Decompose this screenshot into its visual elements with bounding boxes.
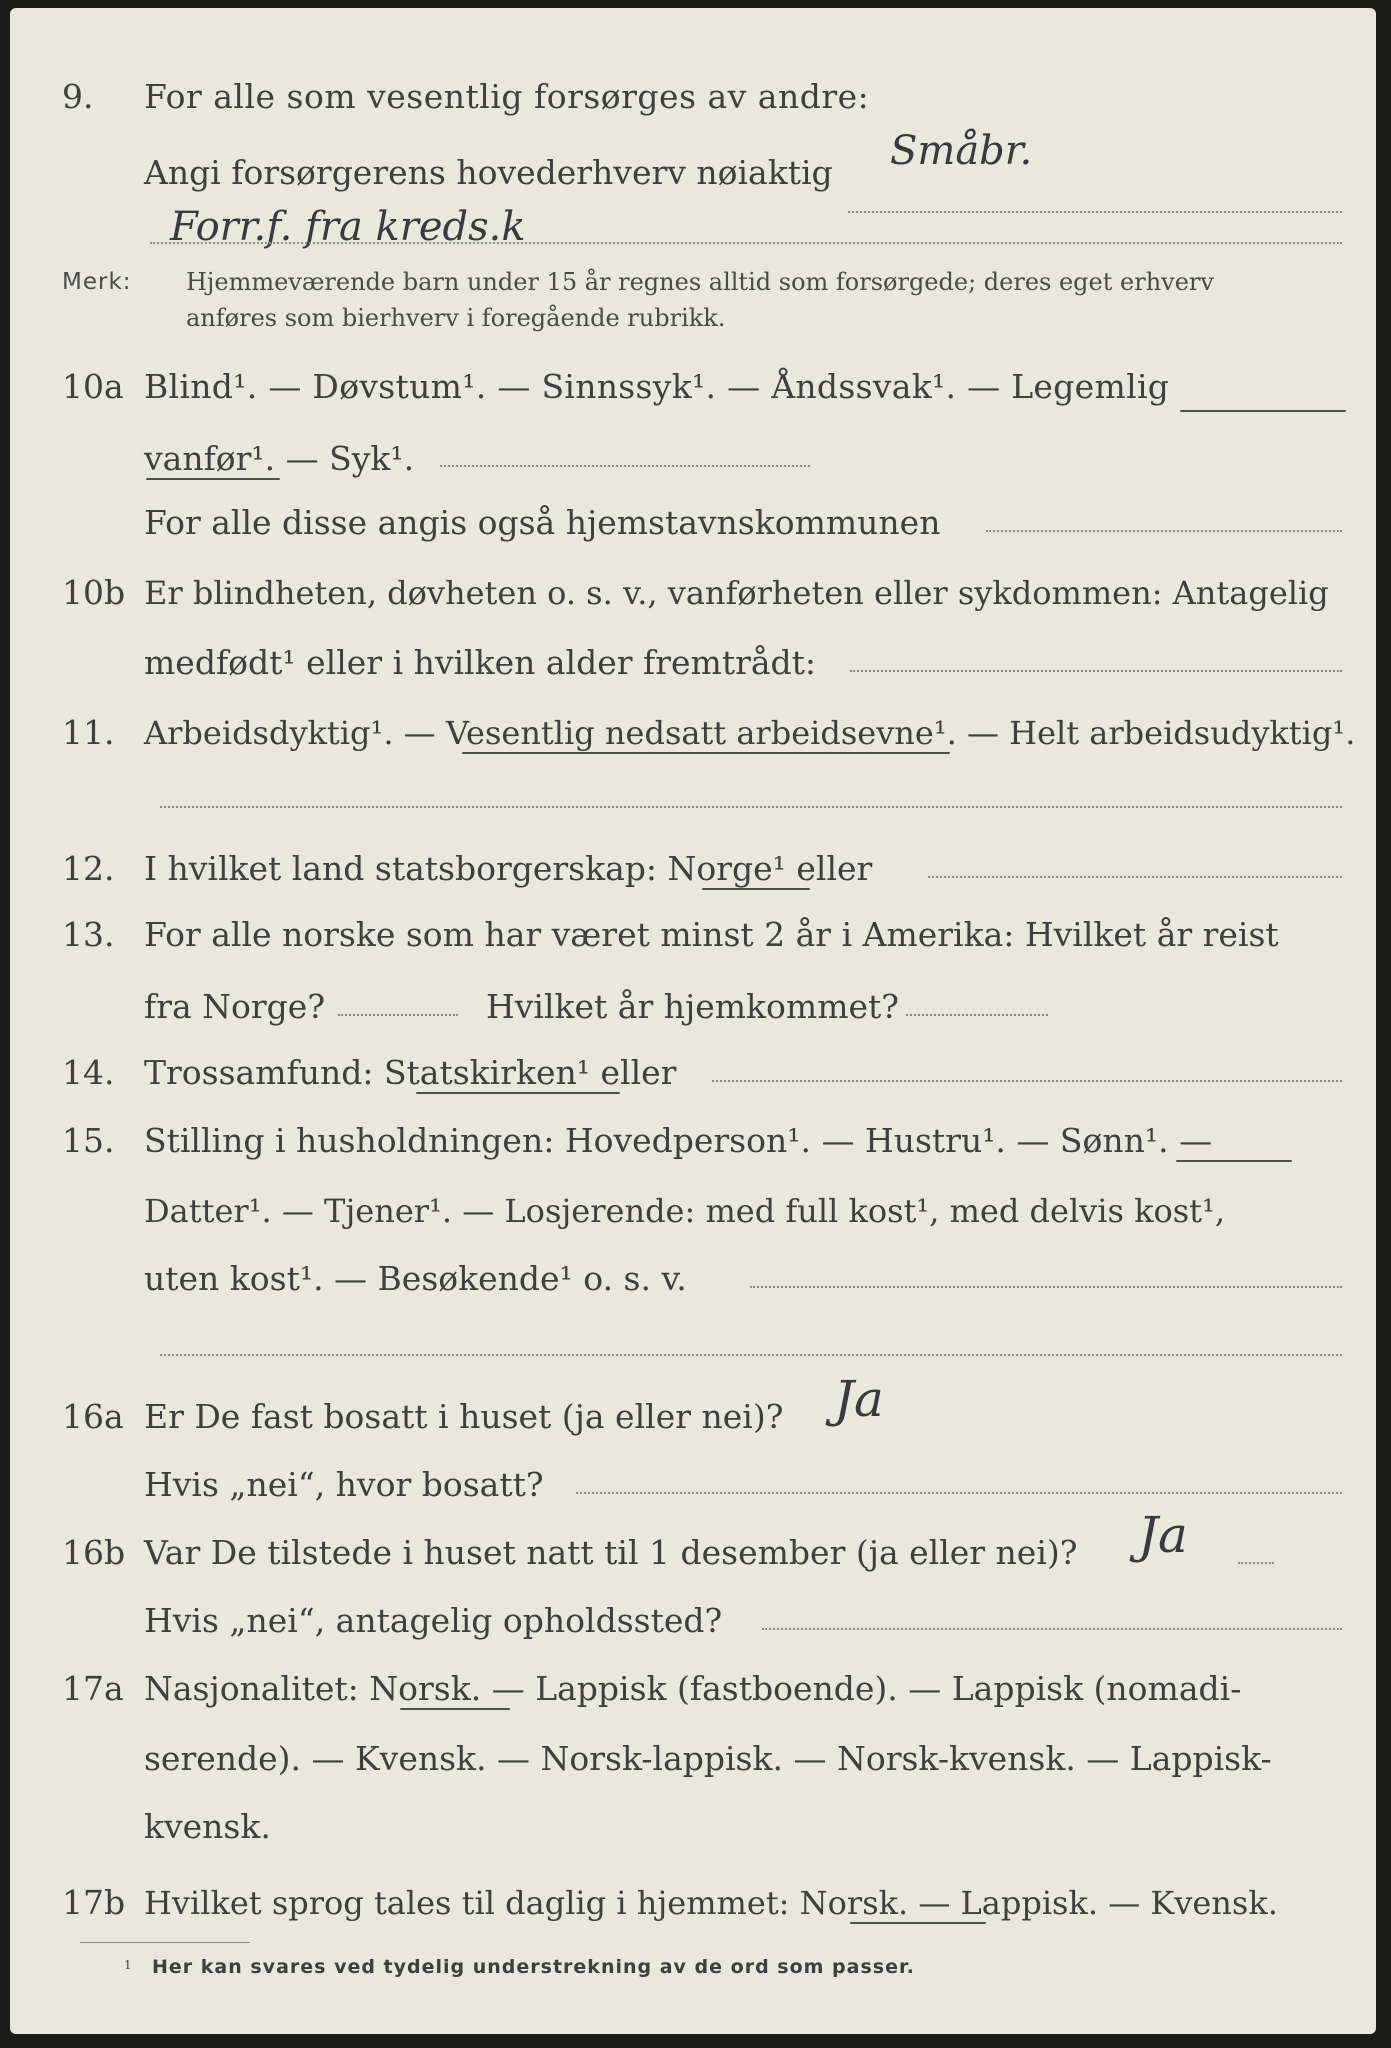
q17a-text-3: kvensk. — [144, 1807, 271, 1846]
census-form-page — [10, 8, 1376, 2034]
q17b-number: 17b — [62, 1883, 126, 1922]
q9-number: 9. — [62, 77, 94, 116]
q10b-row-1 — [10, 568, 1376, 618]
q10b-row-2 — [10, 638, 1376, 688]
q12-underline-norge — [702, 888, 810, 890]
q10b-text-1: Er blindheten, døvheten o. s. v., vanførheten eller sykdommen: Antagelig — [144, 574, 1329, 612]
q12-answer-line — [928, 876, 1342, 878]
q9-handwritten-answer-1: Småbr. — [890, 128, 1033, 174]
q12-text-1: I hvilket land statsborgerskap: Norge¹ eller — [144, 849, 873, 888]
q9-row-2 — [10, 148, 1376, 198]
q10b-text-2: medfødt¹ eller i hvilken alder fremtrådt: — [144, 643, 817, 682]
q15-text-1: Stilling i husholdningen: Hovedperson¹. — Hustru¹. — Sønn¹. — — [144, 1121, 1213, 1160]
q15-underline-sonn — [1176, 1160, 1292, 1162]
q9-answer-line-2 — [150, 242, 1342, 244]
q17b-underline-norsk — [850, 1922, 986, 1924]
q17a-text-1: Nasjonalitet: Norsk. — Lappisk (fastboende). — Lappisk (nomadi- — [144, 1669, 1242, 1708]
q10a-text-1: Blind¹. — Døvstum¹. — Sinnssyk¹. — Åndssvak¹. — Legemlig — [144, 367, 1170, 406]
q13-row-2 — [10, 982, 1376, 1032]
q15-number: 15. — [62, 1121, 115, 1160]
q11-text-1: Arbeidsdyktig¹. — Vesentlig nedsatt arbeidsevne¹. — Helt arbeidsudyktig¹. — [144, 714, 1356, 752]
q10a-text-2: vanfør¹. — Syk¹. — [144, 439, 415, 478]
q14-number: 14. — [62, 1053, 115, 1092]
q15-text-3: uten kost¹. — Besøkende¹ o. s. v. — [144, 1259, 687, 1298]
q16a-row-2 — [10, 1460, 1376, 1510]
q17a-number: 17a — [62, 1669, 124, 1708]
q10a-underline-legemlig — [1180, 410, 1346, 412]
q10a-row-3 — [10, 498, 1376, 548]
merk-row-2 — [10, 300, 1376, 336]
merk-label: Merk: — [62, 269, 132, 295]
merk-row-1 — [10, 264, 1376, 300]
q15-text-2: Datter¹. — Tjener¹. — Losjerende: med full kost¹, med delvis kost¹, — [144, 1192, 1226, 1230]
q15-answer-line-1 — [750, 1286, 1342, 1288]
q13-text-2b: Hvilket år hjemkommet? — [486, 987, 899, 1026]
q10a-row-2 — [10, 434, 1376, 484]
q14-row-1 — [10, 1048, 1376, 1098]
q13-text-2a: fra Norge? — [144, 987, 326, 1026]
q16b-text-2: Hvis „nei“, antagelig opholdssted? — [144, 1601, 723, 1640]
q15-row-2 — [10, 1186, 1376, 1236]
q15-row-3 — [10, 1254, 1376, 1304]
q9-answer-line-1 — [848, 211, 1342, 213]
q12-row-1 — [10, 844, 1376, 894]
q9-row-1 — [10, 72, 1376, 122]
q16a-number: 16a — [62, 1397, 124, 1436]
q10a-underline-vanfor — [146, 478, 280, 480]
q16b-handwritten-answer: Ja — [1138, 1506, 1188, 1564]
q10b-answer-line — [850, 670, 1342, 672]
q16b-answer-line-2 — [762, 1628, 1342, 1630]
q16a-handwritten-answer: Ja — [834, 1370, 884, 1428]
merk-text-2: anføres som bierhverv i foregående rubrikk. — [186, 304, 726, 332]
q15-row-1 — [10, 1116, 1376, 1166]
q17b-text-1: Hvilket sprog tales til daglig i hjemmet: Norsk. — Lappisk. — Kvensk. — [144, 1884, 1278, 1922]
q14-answer-line — [712, 1080, 1342, 1082]
merk-text-1: Hjemmeværende barn under 15 år regnes alltid som forsørgede; deres eget erhverv — [186, 268, 1214, 296]
q10a-text-3: For alle disse angis også hjemstavnskommunen — [144, 503, 941, 542]
q11-underline-vesentlig-nedsatt — [462, 752, 950, 754]
footnote-divider — [80, 1942, 250, 1943]
q16a-answer-line — [576, 1492, 1342, 1494]
q16a-text-2: Hvis „nei“, hvor bosatt? — [144, 1465, 544, 1504]
q13-answer-line-1 — [338, 1014, 458, 1016]
q11-answer-line — [160, 806, 1342, 808]
footnote-mark: 1 — [124, 1958, 132, 1972]
q10a-answer-line-2 — [986, 530, 1342, 532]
q12-number: 12. — [62, 849, 115, 888]
q10a-number: 10a — [62, 367, 124, 406]
q16b-text-1: Var De tilstede i huset natt til 1 desember (ja eller nei)? — [144, 1533, 1078, 1572]
q17a-row-3 — [10, 1802, 1376, 1852]
q14-text-1: Trossamfund: Statskirken¹ eller — [144, 1053, 677, 1092]
q16b-row-2 — [10, 1596, 1376, 1646]
q17a-row-1 — [10, 1664, 1376, 1714]
q17a-row-2 — [10, 1734, 1376, 1784]
q17a-underline-norsk — [400, 1708, 510, 1710]
q13-row-1 — [10, 910, 1376, 960]
q13-text-1: For alle norske som har været minst 2 år i Amerika: Hvilket år reist — [144, 915, 1279, 954]
q9-handwritten-answer-2: Forr.f. fra kreds.k — [170, 204, 526, 250]
q10a-row-1 — [10, 362, 1376, 412]
q10b-number: 10b — [62, 573, 126, 612]
q17b-row-1 — [10, 1878, 1376, 1928]
q10a-answer-line-1 — [440, 465, 810, 467]
q16b-answer-line-1 — [1238, 1562, 1274, 1564]
q9-text-1: For alle som vesentlig forsørges av andre: — [144, 77, 870, 116]
q11-number: 11. — [62, 713, 115, 752]
footnote-text: Her kan svares ved tydelig understrekning av de ord som passer. — [152, 1956, 915, 1978]
q13-number: 13. — [62, 915, 115, 954]
q9-text-2: Angi forsørgerens hovederhverv nøiaktig — [144, 153, 833, 192]
q15-answer-line-2 — [160, 1354, 1342, 1356]
q13-answer-line-2 — [906, 1014, 1048, 1016]
q16a-row-1 — [10, 1392, 1376, 1442]
q14-underline-statskirken — [416, 1092, 620, 1094]
q11-row-1 — [10, 708, 1376, 758]
q16b-number: 16b — [62, 1533, 126, 1572]
q17a-text-2: serende). — Kvensk. — Norsk-lappisk. — Norsk-kvensk. — Lappisk- — [144, 1739, 1272, 1778]
q16a-text-1: Er De fast bosatt i huset (ja eller nei)? — [144, 1397, 784, 1436]
